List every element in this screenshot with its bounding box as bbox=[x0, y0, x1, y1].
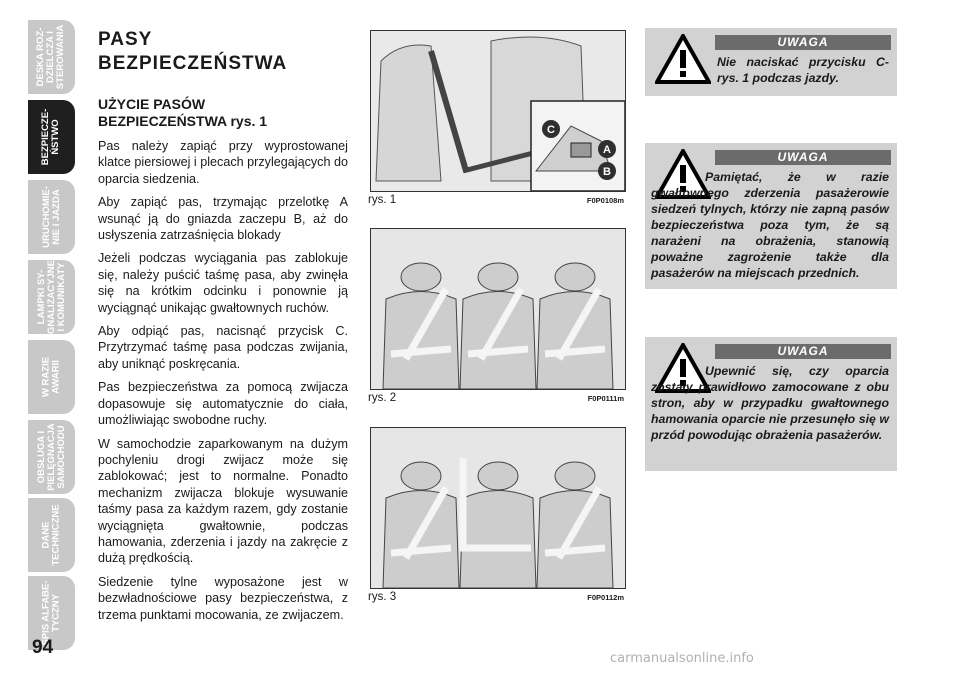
paragraph: W samochodzie zaparkowanym na dużym pochyleniu drogi zwijacz może się zablokować; jest to normalne. Ponadto mechanizm zwijacza blokuje wysuwanie taśmy pasa za każdym razem, gdy zostanie wyciągnięta gwałtownie, podczas hamowania, zderzenia i jazdy na zakręcie z dużą prędkością. bbox=[98, 436, 348, 566]
tab-spis-alfabetyczny[interactable]: SPIS ALFABE- TYCZNY bbox=[28, 576, 75, 650]
figure-2-code: F0P0111m bbox=[587, 394, 624, 403]
tab-uruchomienie[interactable]: URUCHOMIE- NIE I JAZDA bbox=[28, 180, 75, 254]
warning-box-1 bbox=[645, 28, 897, 96]
figure-2 bbox=[368, 228, 624, 408]
paragraph: Pas należy zapiąć przy wyprostowanej klatce piersiowej i plecach przylegających do oparcia siedzenia. bbox=[98, 139, 348, 186]
paragraph: Siedzenie tylne wyposażone jest w bezwładnościowe pasy bezpieczeństwa, z trzema punktami mocowania, ze zwijaczem. bbox=[98, 574, 348, 622]
warning-text: Upewnić się, czy oparcia zostały prawidłowo zamocowane z obu stron, aby w przypadku gwałtownego hamowania oparcie nie przesunęło się w przód powodując obrażenia pasażerów. bbox=[651, 364, 889, 442]
seatbelt-buckle-drawing bbox=[371, 31, 625, 191]
rear-seats-center-belt-drawing bbox=[371, 428, 625, 588]
watermark: carmanualsonline.info bbox=[610, 651, 754, 666]
warning-triangle-icon bbox=[655, 34, 711, 84]
rear-seats-belts-drawing bbox=[371, 229, 625, 389]
tab-bezpieczenstwo[interactable]: BEZPIECZE- ŃSTWO bbox=[28, 100, 75, 174]
figure-1-illustration bbox=[370, 30, 626, 192]
tab-lampki[interactable]: LAMPKI SY- GNALIZACYJNE I KOMUNIKATY bbox=[28, 260, 75, 334]
warning-text: Pamiętać, że w razie gwałtownego zderzenia pasażerowie siedzeń tylnych, którzy nie zapną pasów bezpieczeństwa poza tym, że są narażeni na obrażenia, stanowią poważne zagrożenie także dla pasażerów na miejscach przednich. bbox=[651, 170, 889, 280]
warning-box-3 bbox=[645, 337, 897, 471]
tab-obsluga[interactable]: OBSŁUGA I PIELĘGNACJA SAMOCHODU bbox=[28, 420, 75, 494]
warning-box-2 bbox=[645, 143, 897, 289]
main-column bbox=[98, 28, 348, 630]
figure-2-caption: rys. 2 bbox=[368, 392, 397, 404]
tab-deska-rozdzielcza[interactable]: DESKA ROZ- DZIELCZA I STEROWANIA bbox=[28, 20, 75, 94]
warning-text: Nie naciskać przycisku C-rys. 1 podczas jazdy. bbox=[717, 55, 889, 85]
figure-3-illustration bbox=[370, 427, 626, 589]
figure-3-code: F0P0112m bbox=[587, 593, 624, 602]
page-number: 94 bbox=[32, 637, 54, 658]
figure-1 bbox=[368, 30, 624, 208]
tab-w-razie-awarii[interactable]: W RAZIE AWARII bbox=[28, 340, 75, 414]
paragraph: Pas bezpieczeństwa za pomocą zwijacza dopasowuje się automatycznie do ciała, umożliwiając swobodne ruchy. bbox=[98, 380, 348, 428]
warning-heading: UWAGA bbox=[715, 35, 891, 50]
paragraph: Jeżeli podczas wyciągania pas zablokuje się, należy puścić taśmę pasa, aby zwinęła się na krótkim odcinku i ponownie ją wyciągnąć unikając gwałtownych ruchów. bbox=[98, 251, 348, 315]
tab-dane-techniczne[interactable]: DANE TECHNICZNE bbox=[28, 498, 75, 572]
paragraph: Aby zapiąć pas, trzymając przelotkę A wsunąć ją do gniazda zaczepu B, aż do usłyszenia zatrzaśnięcia blokady bbox=[98, 195, 348, 243]
label-c: C bbox=[547, 124, 555, 136]
figure-3-caption: rys. 3 bbox=[368, 591, 397, 603]
figure-2-illustration bbox=[370, 228, 626, 390]
warning-heading: UWAGA bbox=[715, 344, 891, 359]
label-b: B bbox=[603, 166, 611, 178]
figure-1-caption: rys. 1 bbox=[368, 194, 397, 206]
label-a: A bbox=[603, 144, 611, 156]
warning-heading: UWAGA bbox=[715, 150, 891, 165]
figure-1-code: F0P0108m bbox=[586, 196, 624, 205]
page-title: PASY BEZPIECZEŃSTWA bbox=[98, 29, 288, 74]
section-subtitle: UŻYCIE PASÓW BEZPIECZEŃSTWA rys. 1 bbox=[98, 96, 268, 129]
paragraph: Aby odpiąć pas, nacisnąć przycisk C. Przytrzymać taśmę pasa podczas zwijania, aby uniknąć poskręcania. bbox=[98, 324, 348, 371]
figure-3 bbox=[368, 427, 624, 607]
